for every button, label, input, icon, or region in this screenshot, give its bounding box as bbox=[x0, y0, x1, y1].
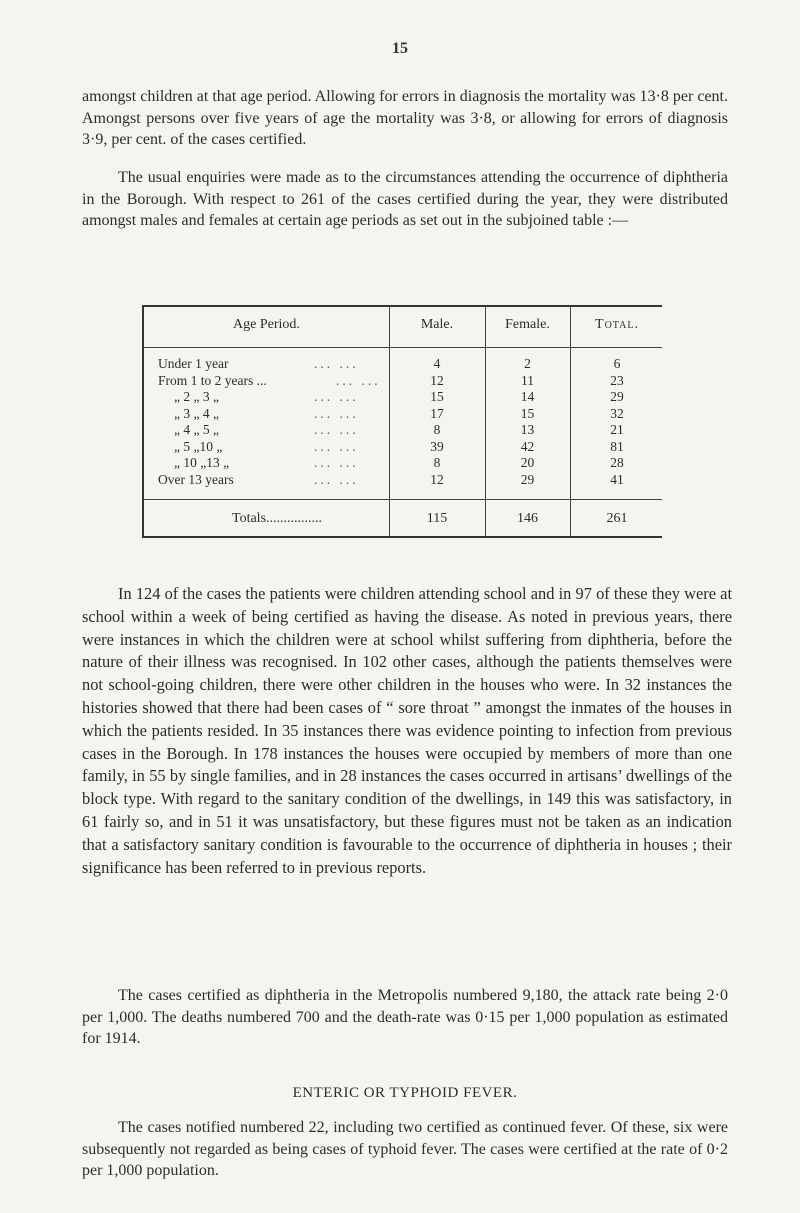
table-row bbox=[144, 439, 662, 456]
leader-dots: ... ... bbox=[314, 438, 359, 454]
totals-label: Totals................ bbox=[232, 511, 323, 526]
cell-total: 28 bbox=[610, 455, 624, 470]
totals-divider bbox=[144, 499, 662, 500]
table-row bbox=[144, 472, 662, 489]
table-row bbox=[144, 356, 662, 373]
table-row bbox=[144, 389, 662, 406]
header-total: Total. bbox=[595, 317, 639, 332]
cell-female: 29 bbox=[520, 471, 535, 487]
table-body bbox=[144, 356, 662, 488]
cell-male: 12 bbox=[430, 471, 444, 487]
totals-row bbox=[144, 511, 662, 531]
cell-total: 41 bbox=[610, 471, 624, 487]
leader-dots: ... ... bbox=[314, 471, 359, 487]
page-number: 15 bbox=[392, 40, 408, 57]
total-female: 146 bbox=[517, 511, 538, 526]
total-all: 261 bbox=[606, 511, 628, 526]
cell-female: 20 bbox=[520, 455, 535, 470]
total-male: 115 bbox=[426, 511, 448, 526]
cell-male: 4 bbox=[433, 356, 441, 371]
paragraph-metropolis: The cases certified as diphtheria in the Metropolis numbered 9,180, the attack rate being 2·0 per 1,000. The deaths numbered 700 and the death-rate was 0·15 per 1,000 population as estimated for 1914. bbox=[82, 987, 728, 1047]
paragraph-enteric: The cases notified numbered 22, including two certified as continued fever. Of these, six were subsequently not regarded as being cases of typhoid fever. The cases were certified at the rate of 0·2 per 1,000 population. bbox=[82, 1119, 728, 1179]
leader-dots: ... ... bbox=[314, 455, 359, 470]
cell-female: 15 bbox=[520, 405, 535, 421]
cell-total: 6 bbox=[613, 356, 621, 371]
cell-male: 8 bbox=[433, 455, 441, 470]
paragraph-mortality: amongst children at that age period. Allowing for errors in diagnosis the mortality was 13·8 per cent. Amongst persons over five years of age the mortality was 3·8, or allowing for errors of diagnosis 3·9, per cent. of the cases certified. bbox=[82, 88, 728, 148]
leader-dots: ... ... bbox=[314, 389, 359, 404]
cell-total: 21 bbox=[610, 422, 624, 437]
table-row bbox=[144, 406, 662, 423]
row-label: „ 4 „ 5 „ bbox=[174, 422, 219, 437]
section-heading-enteric: ENTERIC OR TYPHOID FEVER. bbox=[292, 1085, 518, 1101]
leader-dots: ... ... bbox=[314, 405, 359, 421]
cell-male: 8 bbox=[433, 422, 441, 437]
row-label: „ 2 „ 3 „ bbox=[174, 389, 219, 404]
cell-male: 17 bbox=[430, 405, 444, 421]
age-period-table bbox=[142, 305, 662, 538]
header-age-period: Age Period. bbox=[233, 317, 300, 332]
leader-dots: ... ... bbox=[314, 422, 359, 437]
cell-total: 29 bbox=[610, 389, 624, 404]
paragraph-enquiries: The usual enquiries were made as to the circumstances attending the occurrence of diphtheria in the Borough. With respect to 261 of the cases certified during the year, they were distributed amongst males and females at certain age periods as set out in the subjoined table :— bbox=[82, 169, 728, 229]
cell-female: 11 bbox=[521, 372, 534, 388]
cell-total: 23 bbox=[610, 372, 624, 388]
cell-female: 42 bbox=[520, 438, 535, 454]
header-female: Female. bbox=[505, 317, 550, 332]
cell-total: 81 bbox=[610, 438, 624, 454]
row-label: From 1 to 2 years ... bbox=[158, 372, 267, 388]
cell-female: 14 bbox=[520, 389, 535, 404]
row-label: „ 3 „ 4 „ bbox=[174, 405, 219, 421]
row-label: Over 13 years bbox=[158, 471, 234, 487]
table-header bbox=[144, 307, 662, 348]
table-row bbox=[144, 455, 662, 472]
row-label: Under 1 year bbox=[158, 356, 229, 371]
cell-total: 32 bbox=[610, 405, 624, 421]
leader-dots: ... ... bbox=[336, 372, 381, 388]
header-male: Male. bbox=[420, 317, 454, 332]
table-row bbox=[144, 422, 662, 439]
cell-male: 12 bbox=[430, 372, 444, 388]
table-row bbox=[144, 373, 662, 390]
paragraph-school-cases: In 124 of the cases the patients were children attending school and in 97 of these they were at school within a week of being certified as having the disease. As noted in previous years, there were instances in which the children were at school whilst suffering from diphtheria, before the nature of their illness was recognised. In 102 other cases, although the patients themselves were not school-going children, there were other children in the houses who were. In 32 instances the histories showed that there had been cases of “ sore throat ” amongst the inmates of the houses in which the patients resided. In 35 instances there was evidence pointing to infection from previous cases in the Borough. In 178 instances the houses were occupied by members of more than one family, in 55 by single families, and in 28 instances the cases occurred in artisans’ dwellings of the block type. With regard to the sanitary condition of the dwellings, in 149 this was satisfactory, in 61 fairly so, and in 51 it was unsatisfactory, but these figures must not be taken as an indication that a satisfactory sanitary condition is favourable to the occurrence of diphtheria in houses ; their significance has been referred to in previous reports. bbox=[82, 584, 732, 877]
cell-male: 39 bbox=[430, 438, 444, 454]
cell-female: 2 bbox=[524, 356, 531, 371]
cell-male: 15 bbox=[430, 389, 444, 404]
cell-female: 13 bbox=[520, 422, 535, 437]
row-label: „ 10 „13 „ bbox=[174, 455, 230, 470]
row-label: „ 5 „10 „ bbox=[174, 438, 223, 454]
leader-dots: ... ... bbox=[314, 356, 359, 371]
